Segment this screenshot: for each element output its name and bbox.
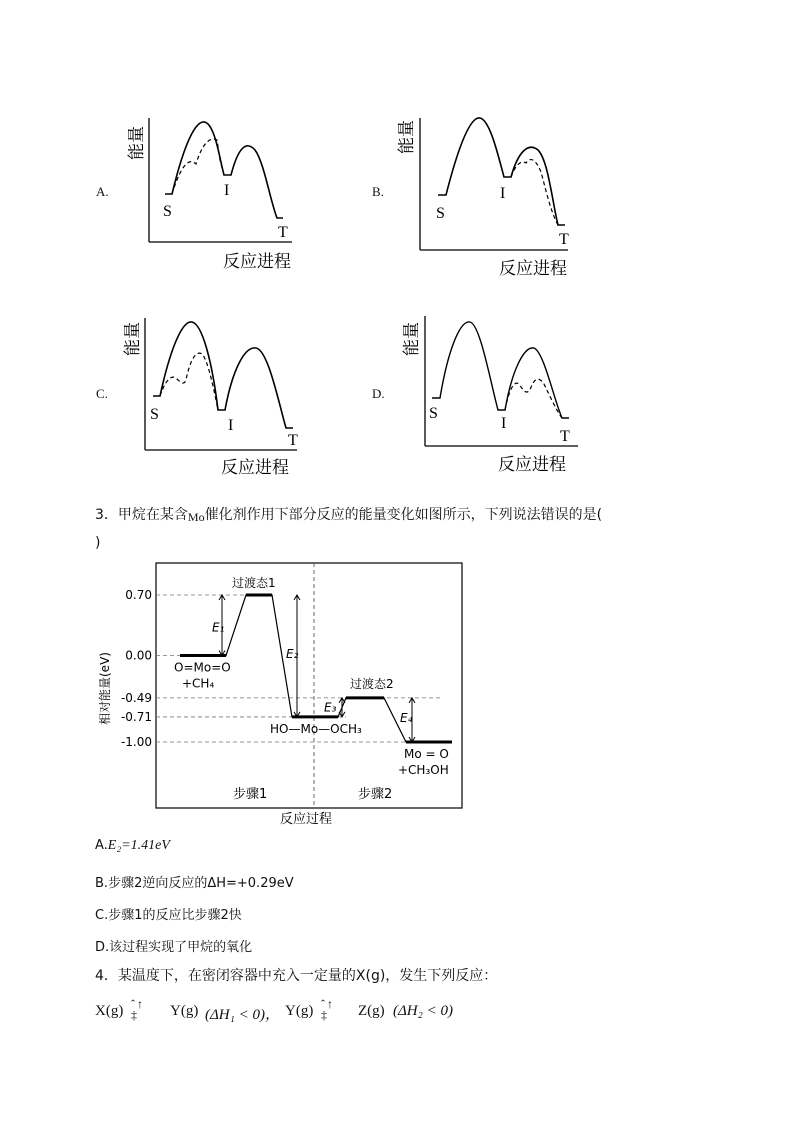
option-c-figure <box>90 300 320 480</box>
x-axis-label: 反应进程 <box>221 458 289 478</box>
x-axis-label: 反应进程 <box>223 252 291 272</box>
level-label-product-2: +CH₃OH <box>398 763 449 777</box>
point-i-label: I <box>500 185 506 202</box>
question-3-stem <box>95 505 715 527</box>
y-axis-label: 能量 <box>123 322 143 356</box>
option-letter: B. <box>95 876 109 891</box>
q3-option-b[interactable] <box>95 872 294 891</box>
eq1-product: Y(g) <box>170 1003 199 1019</box>
solid-energy-curve <box>165 122 283 218</box>
point-i-label: I <box>228 417 234 434</box>
option-a-figure <box>90 100 320 280</box>
level-label-reactant-2: +CH₄ <box>182 676 215 691</box>
level-label-intermediate: HO—Mo—OCH₃ <box>270 721 362 736</box>
question-3-close-paren: ) <box>95 535 101 551</box>
option-letter: A. <box>95 838 108 853</box>
point-s-label: S <box>163 203 172 220</box>
q3-option-d[interactable] <box>95 936 252 955</box>
step-2-label: 步骤2 <box>358 787 393 802</box>
solid-energy-curve <box>438 118 565 225</box>
point-t-label: T <box>559 231 569 248</box>
e3-label: E₃ <box>324 700 337 715</box>
eq2-product: Z(g) <box>358 1003 385 1019</box>
e4-label: E₄ <box>400 710 413 725</box>
option-letter: A. <box>96 184 109 199</box>
y-tick-label: 0.00 <box>125 648 152 663</box>
point-t-label: T <box>288 432 298 449</box>
q3-option-a[interactable] <box>95 838 170 854</box>
point-i-label: I <box>501 415 507 432</box>
level-label-product: Mo = O <box>404 747 449 761</box>
option-letter: C. <box>96 386 108 401</box>
dashed-energy-curve <box>505 379 562 418</box>
option-letter: C. <box>95 908 109 923</box>
eq2-condition: (ΔH₂ < 0) <box>393 1003 453 1019</box>
x-axis-label: 反应进程 <box>498 455 566 475</box>
option-text: 该过程实现了甲烷的氧化 <box>109 940 253 955</box>
level-label-ts2: 过渡态2 <box>350 676 394 691</box>
y-tick-label: -1.00 <box>120 735 152 749</box>
y-tick-label: 0.70 <box>125 588 152 602</box>
option-text: 步骤1的反应比步骤2快 <box>108 908 242 923</box>
mo-symbol: Mo <box>187 510 205 524</box>
stem-text: 3．甲烷在某含 <box>95 507 188 523</box>
point-i-label: I <box>224 182 230 199</box>
x-axis-label: 反应过程 <box>280 812 333 827</box>
e2-label: E₂ <box>286 646 299 661</box>
point-s-label: S <box>150 406 159 423</box>
x-axis-label: 反应进程 <box>499 259 567 279</box>
equilibrium-arrow-icon: ˆ ↑ ‡ <box>131 997 143 1022</box>
y-axis-label: 相对能量(eV) <box>98 652 112 725</box>
option-text: 步骤2逆向反应的ΔH=+0.29eV <box>108 876 294 891</box>
equilibrium-arrow-icon: ˆ ↑ ‡ <box>321 997 333 1022</box>
y-tick-label: -0.49 <box>120 690 152 705</box>
y-axis-label: 能量 <box>402 322 422 356</box>
point-s-label: S <box>429 405 438 422</box>
q3-option-c[interactable] <box>95 904 242 923</box>
option-d-figure <box>366 300 596 480</box>
y-axis-label: 能量 <box>127 126 147 160</box>
y-tick-label: -0.71 <box>120 709 152 724</box>
eq1-reactant: X(g) <box>95 1003 124 1019</box>
solid-energy-curve <box>153 322 293 428</box>
question-4-stem: 4．某温度下，在密闭容器中充入一定量的X(g)，发生下列反应： <box>95 968 498 984</box>
option-letter: D. <box>372 386 385 401</box>
eq1-condition: (ΔH₁ < 0)， <box>205 1007 280 1023</box>
option-b-figure <box>366 100 596 280</box>
level-label-ts1: 过渡态1 <box>232 576 276 590</box>
solid-energy-curve <box>432 322 569 418</box>
y-axis-label: 能量 <box>397 120 417 154</box>
level-label-reactant: O=Mo=O <box>174 660 231 675</box>
e1-label: E₁ <box>212 620 225 635</box>
q4-equations <box>95 999 715 1027</box>
point-t-label: T <box>278 224 288 241</box>
option-text: E₂=1.41eV <box>107 838 170 853</box>
point-t-label: T <box>560 428 570 445</box>
stem-text-2: 催化剂作用下部分反应的能量变化如图所示，下列说法错误的是( <box>204 507 603 523</box>
eq2-reactant: Y(g) <box>285 1003 314 1019</box>
point-s-label: S <box>436 205 445 222</box>
option-letter: D. <box>95 940 110 955</box>
option-letter: B. <box>372 184 384 199</box>
step-1-label: 步骤1 <box>233 787 268 802</box>
energy-profile-chart <box>92 560 472 830</box>
